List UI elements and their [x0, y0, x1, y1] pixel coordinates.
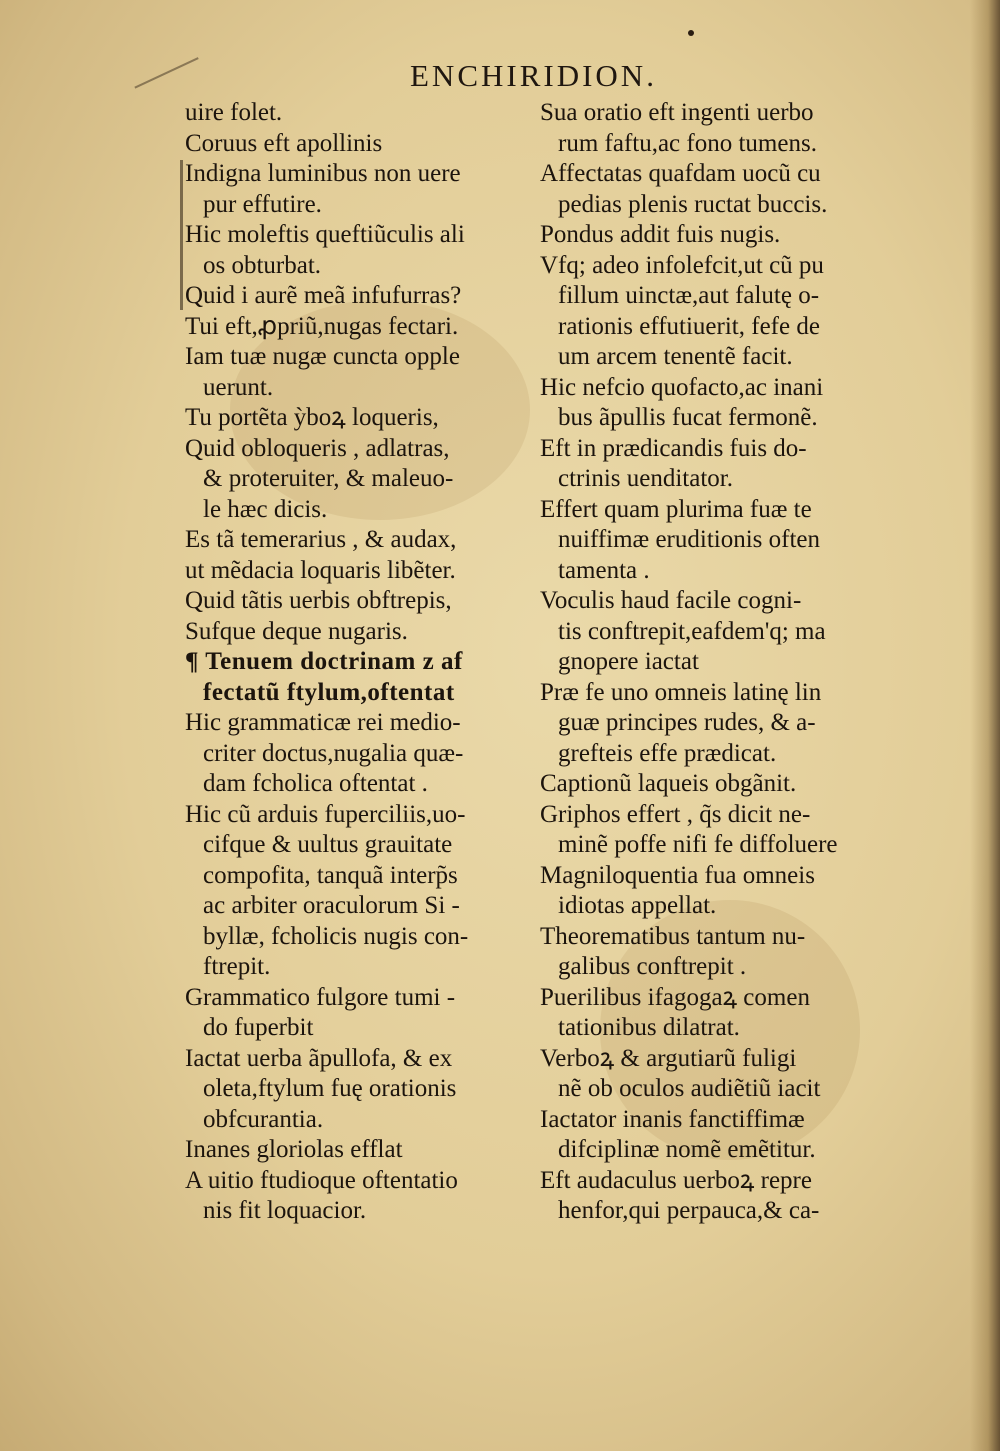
section-heading-line: fectatũ ftylum,oftentat [203, 678, 455, 706]
text-line: compofita, tanquã interp̃s [203, 861, 458, 889]
text-line: do fuperbit [203, 1014, 314, 1041]
text-line: bus ãpullis fucat fermonẽ. [558, 404, 818, 431]
text-line: Theorematibus tantum nu- [540, 922, 806, 950]
ink-dot [688, 30, 694, 36]
text-line: grefteis effe prædicat. [558, 739, 777, 767]
text-line: minẽ poffe nifi fe diffoluere [558, 831, 838, 858]
text-line: Indigna luminibus non uere [185, 160, 461, 187]
text-line: ctrinis uenditator. [558, 465, 733, 492]
text-line: Grammatico fulgore tumi - [185, 983, 456, 1011]
left-column [185, 98, 550, 1227]
text-line: Puerilibus ifagogaꝝ comen [540, 983, 810, 1011]
text-line: A uitio ftudioque oftentatio [185, 1166, 458, 1194]
text-line: Hic moleftis queftiũculis ali [185, 221, 465, 248]
text-line: Eft audaculus uerboꝝ repre [540, 1166, 812, 1194]
text-line: Iactat uerba ãpullofa, & ex [185, 1044, 453, 1072]
text-line: difciplinæ nomẽ emẽtitur. [558, 1136, 816, 1163]
text-line: Es tã temerarius , & audax, [185, 526, 457, 553]
text-line: galibus conftrepit . [558, 953, 747, 980]
text-line: nẽ ob oculos audiẽtiũ iacit [558, 1075, 821, 1102]
text-line: ftrepit. [203, 953, 271, 980]
page-edge-shadow [970, 0, 1000, 1451]
running-head: ENCHIRIDION. [410, 58, 657, 93]
text-line: Quid obloqueris , adlatras, [185, 434, 450, 462]
text-line: Præ fe uno omneis latinę lin [540, 678, 822, 706]
text-line: Effert quam plurima fuæ te [540, 495, 812, 523]
text-line: nuiffimæ eruditionis often [558, 526, 821, 553]
text-line: ac arbiter oraculorum Si - [203, 892, 460, 919]
text-line: Hic nefcio quofacto,ac inani [540, 373, 824, 401]
text-line: fillum uinctæ,aut falutę o- [558, 282, 820, 309]
text-line: Voculis haud facile cogni- [540, 587, 802, 614]
text-line: Tu portẽta ỳboꝝ loqueris, [185, 404, 439, 431]
text-line: Coruus eft apollinis [185, 129, 383, 157]
text-line: um arcem tenentẽ facit. [558, 343, 793, 370]
text-line: oleta,ftylum fuę orationis [203, 1075, 457, 1102]
text-line: tis conftrepit,eafdem'q; ma [558, 617, 826, 645]
text-line: pedias plenis ructat buccis. [558, 190, 828, 218]
text-line: guæ principes rudes, & a- [558, 709, 816, 736]
text-line: & proteruiter, & maleuo- [203, 465, 454, 492]
text-line: gnopere iactat [558, 648, 699, 675]
text-line: le hæc dicis. [203, 495, 328, 523]
text-line: Iactator inanis fanctiffimæ [540, 1105, 805, 1133]
text-line: rum faftu,ac fono tumens. [558, 129, 817, 157]
text-line: byllæ, fcholicis nugis con- [203, 922, 469, 950]
text-line: Iam tuæ nugæ cuncta opple [185, 343, 460, 370]
text-line: ut mẽdacia loquaris libẽter. [185, 556, 456, 584]
text-line: Griphos effert , q̃s dicit ne- [540, 800, 811, 828]
text-line: Sua oratio eft ingenti uerbo [540, 99, 814, 126]
text-line: Vfq; adeo infolefcit,ut cũ pu [540, 251, 824, 279]
text-line: Hic cũ arduis fuperciliis,uo- [185, 800, 466, 828]
text-line: dam fcholica oftentat . [203, 770, 428, 797]
text-line: Magniloquentia fua omneis [540, 861, 815, 889]
text-line: Affectatas quafdam uocũ cu [540, 160, 821, 187]
text-line: criter doctus,nugalia quæ- [203, 739, 464, 767]
text-line: tationibus dilatrat. [558, 1014, 740, 1041]
text-line: Eft in prædicandis fuis do- [540, 434, 807, 462]
text-line: Pondus addit fuis nugis. [540, 221, 781, 248]
text-line: pur effutire. [203, 190, 322, 218]
text-line: rationis effutiuerit, fefe de [558, 312, 820, 340]
text-line: Tui eft,ꝓpriũ,nugas fectari. [185, 312, 459, 340]
text-line: Quid tãtis uerbis obftrepis, [185, 587, 452, 614]
text-line: uerunt. [203, 373, 274, 401]
text-line: nis fit loquacior. [203, 1197, 367, 1224]
text-line: cifque & uultus grauitate [203, 831, 453, 858]
text-line: uire folet. [185, 99, 283, 126]
text-line: henfor,qui perpauca,& ca- [558, 1197, 820, 1224]
text-line: Captionũ laqueis obgãnit. [540, 770, 797, 797]
text-line: Hic grammaticæ rei medio- [185, 709, 461, 736]
right-column [540, 98, 900, 1227]
text-line: os obturbat. [203, 251, 322, 279]
text-line: idiotas appellat. [558, 892, 717, 919]
text-line: Inanes gloriolas efflat [185, 1136, 403, 1163]
section-heading-line: ¶ Tenuem doctrinam z af [185, 648, 463, 675]
text-line: Quid i aurẽ meã infufurras? [185, 282, 462, 309]
text-line: Verboꝝ & argutiarũ fuligi [540, 1044, 797, 1072]
text-line: Sufque deque nugaris. [185, 617, 408, 645]
text-line: obfcurantia. [203, 1105, 324, 1133]
text-line: tamenta . [558, 556, 650, 584]
